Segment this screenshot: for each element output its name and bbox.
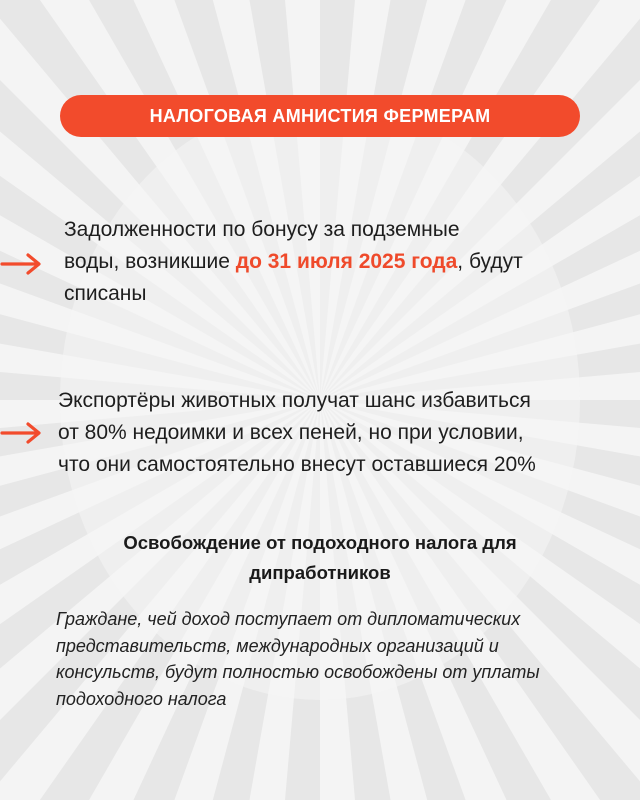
point-2-line-3: что они самостоятельно внесут оставшиеся 20% bbox=[58, 453, 536, 476]
arrow-right-icon bbox=[0, 252, 44, 276]
date-highlight: до 31 июля 2025 года bbox=[235, 250, 458, 273]
point-1-line-1: Задолженности по бонусу за подземные bbox=[64, 218, 460, 241]
section-title: Освобождение от подоходного налога для дипработников bbox=[123, 532, 517, 583]
header-banner bbox=[60, 95, 580, 137]
section-text: Граждане, чей доход поступает от дипломатических представительств, международных организаций и консульств, будут полностью освобождены от уплаты подоходного налога bbox=[56, 609, 540, 709]
arrow-right-icon bbox=[0, 421, 44, 445]
point-1 bbox=[64, 214, 523, 310]
point-1-line-3: списаны bbox=[64, 282, 147, 305]
point-2-line-1: Экспортёры животных получат шанс избавиться bbox=[58, 389, 531, 412]
point-1-line-2: воды, возникшие до 31 июля 2025 года, будут bbox=[64, 250, 523, 273]
point-2-line-2: от 80% недоимки и всех пеней, но при условии, bbox=[58, 421, 524, 444]
header-title: НАЛОГОВАЯ АМНИСТИЯ ФЕРМЕРАМ bbox=[149, 105, 491, 126]
point-2 bbox=[58, 385, 536, 481]
